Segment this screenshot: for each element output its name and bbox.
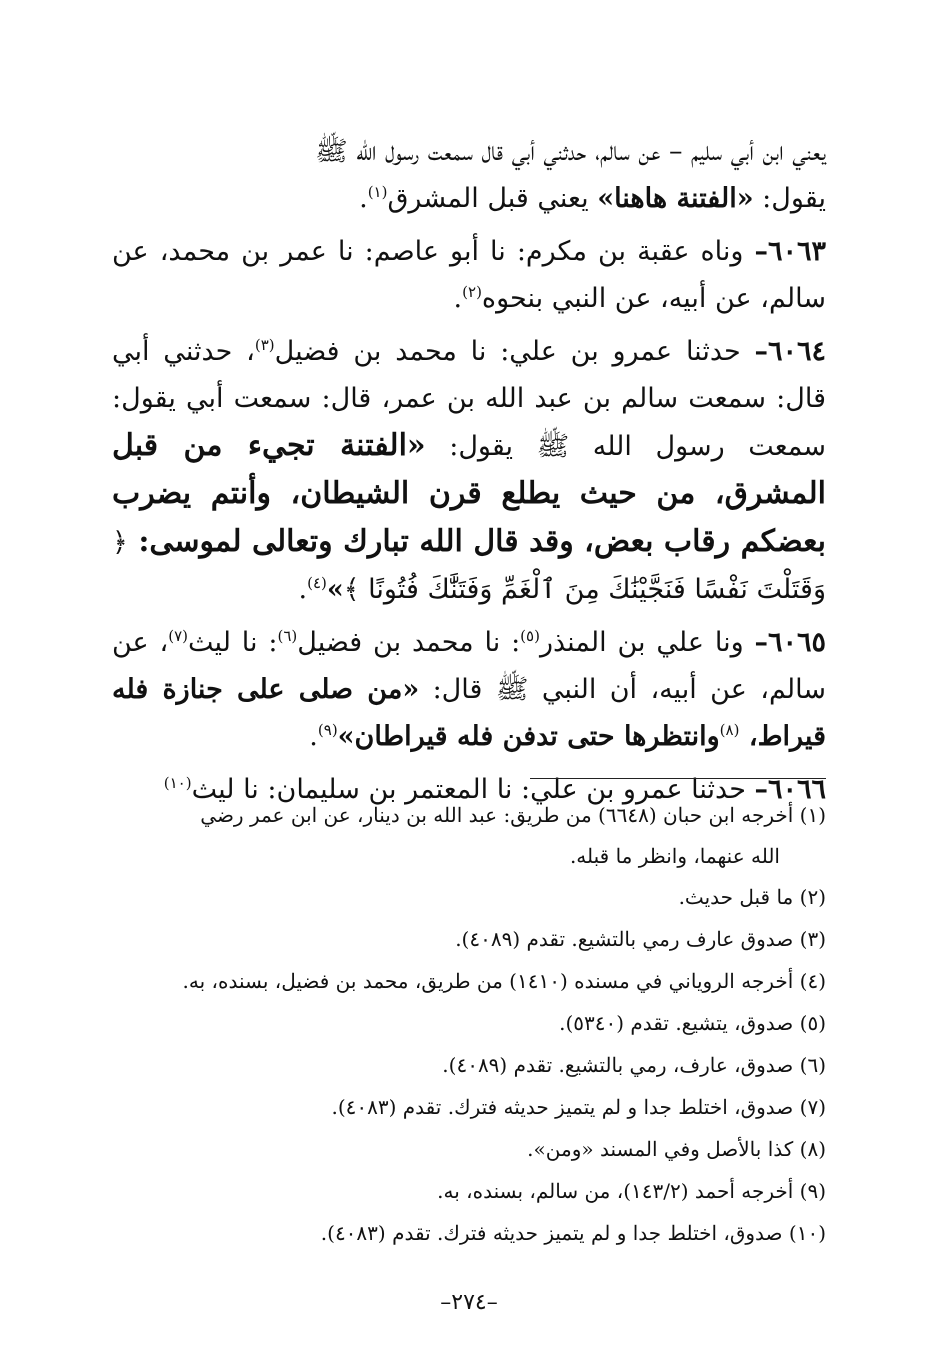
- text: حدثنا عمرو بن علي: نا محمد بن فضيل: [274, 336, 755, 367]
- footnote-6: (٦) صدوق، عارف، رمي بالتشيع. تقدم (٤٠٨٩).: [442, 1053, 826, 1077]
- text: .: [453, 283, 463, 314]
- footnote-ref: (٩): [317, 721, 338, 739]
- paragraph-6064: [112, 328, 826, 613]
- text: ونا علي بن المنذر: [539, 627, 755, 658]
- footnotes: [112, 794, 826, 1254]
- text: .: [359, 183, 368, 214]
- text: يقول:: [753, 183, 826, 214]
- footnote-3: (٣) صدوق عارف رمي بالتشيع. تقدم (٤٠٨٩).: [455, 927, 826, 951]
- text: وناه عقبة بن مكرم: نا أبو عاصم: نا عمر بن محمد، عن سالم، عن أبيه، عن النبي بنحوه: [112, 236, 826, 314]
- hadith-number: ٦٠٦٥–: [754, 627, 826, 658]
- footnote-8: (٨) كذا بالأصل وفي المسند «ومن».: [527, 1137, 826, 1161]
- text: يعني ابن أبي سليم – عن سالم، حدثني أبي قال سمعت رسول الله ﷺ: [315, 136, 826, 167]
- text: : نا محمد بن فضيل: [297, 627, 521, 658]
- hadith-text: «من صلى على جنازة فله قيراط،: [112, 674, 826, 752]
- footnote-text: (١) أخرجه ابن حبان (٦٦٤٨) من طريق: عبد الله بن دينار، عن ابن عمر رضي: [200, 803, 826, 827]
- text: حدثنا عمرو بن علي: نا المعتمر بن سليمان: نا ليث: [191, 774, 755, 805]
- footnote-10: (١٠) صدوق، اختلط جدا و لم يتميز حديثه فترك. تقدم (٤٠٨٣).: [320, 1221, 826, 1245]
- hadith-text: «الفتنة تجيء من قبل المشرق، من حيث يطلع قرن الشيطان، وأنتم يضرب بعضكم رقاب بعض، وقد قال الله تبارك وتعالى لموسى:: [112, 428, 826, 559]
- paragraph-6063: [112, 228, 826, 322]
- footnote-ref: (٦): [277, 627, 298, 645]
- hadith-number: ٦٠٦٣–: [754, 236, 826, 267]
- text: : نا ليث: [188, 627, 278, 658]
- footnote-7: (٧) صدوق، اختلط جدا و لم يتميز حديثه فترك. تقدم (٤٠٨٣).: [331, 1095, 826, 1119]
- page-number: –٢٧٤–: [440, 1290, 498, 1315]
- text: .: [298, 574, 308, 605]
- hadith-number: ٦٠٦٤–: [754, 336, 827, 367]
- hadith-text: «الفتنة هاهنا»: [597, 183, 754, 214]
- footnote-1: [112, 794, 826, 876]
- text: »: [326, 574, 344, 605]
- footnote-2: (٢) ما قبل حديث.: [678, 885, 826, 909]
- footnote-ref: (٤): [307, 574, 327, 592]
- text: يعني قبل المشرق: [387, 183, 598, 214]
- footnote-ref: (٢): [462, 283, 482, 301]
- paragraph-1: [112, 128, 826, 222]
- text: ، عن سالم، عن أبيه، أن النبي ﷺ قال:: [112, 627, 826, 705]
- hadith-text: وانتظرها حتى تدفن فله قيراطان»: [337, 721, 720, 752]
- footnote-ref: (٨): [719, 721, 740, 739]
- footnote-ref: (١): [367, 183, 388, 201]
- paragraph-6065: [112, 619, 826, 760]
- footnote-ref: (٥): [520, 627, 540, 645]
- footnote-ref: (٧): [168, 627, 189, 645]
- quran-verse: ﴿ وَقَتَلْتَ نَفْسًا فَنَجَّيْنَٰكَ مِنَ ٱلْغَمِّ وَفَتَنَّٰكَ فُتُونًا ﴾: [112, 527, 826, 605]
- footnote-5: (٥) صدوق، يتشيع. تقدم (٥٣٤٠).: [559, 1011, 826, 1035]
- text: .: [309, 721, 318, 752]
- main-text: [112, 128, 826, 819]
- footnote-4: (٤) أخرجه الروياني في مسنده (١٤١٠) من طريق، محمد بن فضيل، بسنده، به.: [182, 969, 826, 993]
- footnote-ref: (٣): [254, 336, 275, 354]
- footnote-text-continued: الله عنهما، وانظر ما قبله.: [569, 844, 780, 868]
- footnote-ref: (١٠): [163, 774, 192, 792]
- text: ، حدثني أبي قال: سمعت سالم بن عبد الله بن عمر، قال: سمعت أبي يقول: سمعت رسول الله ﷺ يقول:: [112, 336, 826, 462]
- footnote-divider: [530, 778, 826, 779]
- footnote-9: (٩) أخرجه أحمد (١٤٣/٢)، من سالم، بسنده، به.: [437, 1179, 826, 1203]
- hadith-number: ٦٠٦٦–: [754, 774, 826, 805]
